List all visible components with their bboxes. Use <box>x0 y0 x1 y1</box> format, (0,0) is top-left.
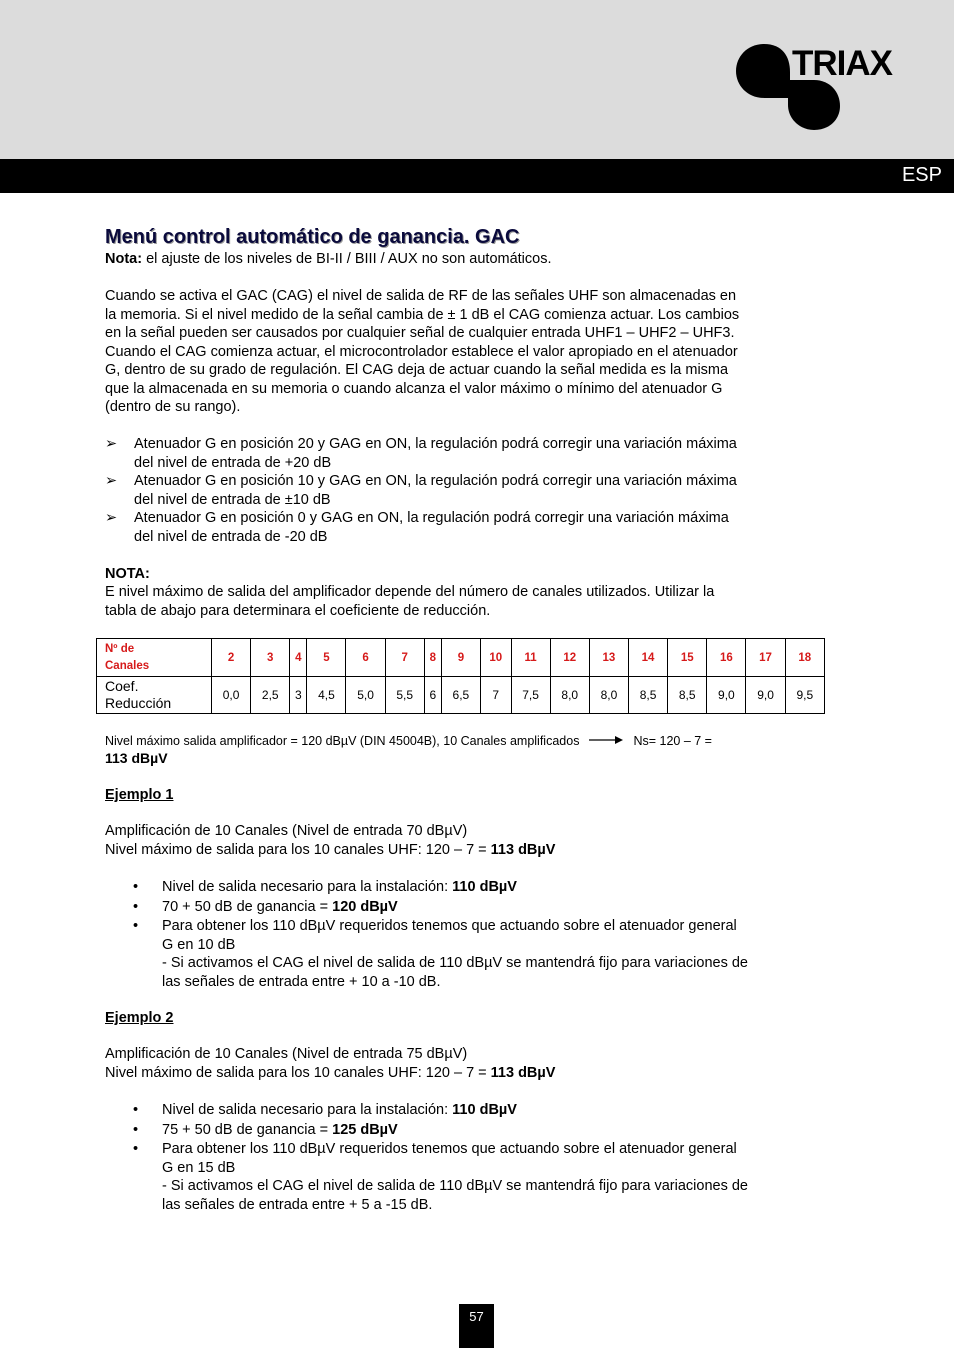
table-cell: 14 <box>628 639 667 677</box>
formula-bold: 113 dBµV <box>105 750 168 767</box>
list-item: • 75 + 50 dB de ganancia = 125 dBµV <box>105 1121 825 1141</box>
page-number: 57 <box>459 1304 494 1348</box>
table-cell: 17 <box>746 639 785 677</box>
note-text: el ajuste de los niveles de BI-II / BIII / AUX no son automáticos. <box>142 251 552 267</box>
intro-paragraph <box>105 287 825 417</box>
table-cell: 9,0 <box>707 677 746 714</box>
table-cell: 4 <box>290 639 307 677</box>
intro-line: Cuando el CAG comienza actuar, el microcontrolador establece el valor apropiado en el atenuador <box>105 343 738 360</box>
attenuator-list <box>105 435 825 546</box>
table-cell: 9,5 <box>785 677 824 714</box>
table-cell: 4,5 <box>307 677 346 714</box>
example-1-list <box>105 878 825 991</box>
bullet-icon: • <box>133 879 139 895</box>
table-cell: 8,0 <box>550 677 589 714</box>
examples-content <box>105 786 825 1214</box>
table-cell: 13 <box>589 639 628 677</box>
nota-label: NOTA: <box>105 565 150 582</box>
table-cell: 7 <box>480 677 511 714</box>
table-cell: 6,5 <box>441 677 480 714</box>
list-item: • Nivel de salida necesario para la instalación: 110 dBµV <box>105 1101 825 1121</box>
formula-line <box>105 733 825 767</box>
note-label: Nota: <box>105 251 143 267</box>
table-cell: 15 <box>668 639 707 677</box>
list-item: • Para obtener los 110 dBµV requeridos tenemos que actuando sobre el atenuador general G en 10 dB - Si activamos el CAG el nivel de salida de 110 dBµV se mantendrá fijo para variaciones de las señales de entrada entre + 10 a -10 dB. <box>133 918 748 990</box>
table-cell: 8,5 <box>668 677 707 714</box>
list-item: ➢ Atenuador G en posición 0 y GAG en ON, la regulación podrá corregir una variación máxima del nivel de entrada de -20 dB <box>105 510 729 545</box>
list-item: • Para obtener los 110 dBµV requeridos tenemos que actuando sobre el atenuador general G en 15 dB - Si activamos el CAG el nivel de salida de 110 dBµV se mantendrá fijo para variaciones de las señales de entrada entre + 5 a -15 dB. <box>133 1141 748 1213</box>
formula-result: Ns= 120 – 7 = <box>633 734 712 748</box>
arrowhead-bullet-icon: ➢ <box>105 510 118 526</box>
logo-text: TRIAX <box>792 44 892 83</box>
list-item: ➢ Atenuador G en posición 10 y GAG en ON, la regulación podrá corregir una variación máxima del nivel de entrada de ±10 dB <box>105 473 737 508</box>
table-cell: 2,5 <box>251 677 290 714</box>
table-cell: 5,5 <box>385 677 424 714</box>
table-cell: 6 <box>424 677 441 714</box>
page-title: Menú control automático de ganancia. GAC <box>105 226 520 248</box>
bullet-icon: • <box>133 898 139 915</box>
example-1-text: Amplificación de 10 Canales (Nivel de entrada 70 dBµV) Nivel máximo de salida para los 10 canales UHF: 120 – 7 = 113 dBµV <box>105 823 556 858</box>
table-row <box>97 639 825 677</box>
table-cell: 3 <box>290 677 307 714</box>
formula-text: Nivel máximo salida amplificador = 120 dBµV (DIN 45004B), 10 Canales amplificados <box>105 734 580 748</box>
list-item: • Nivel de salida necesario para la instalación: 110 dBµV <box>105 878 825 898</box>
example-2-list <box>105 1101 825 1214</box>
table-cell: 7,5 <box>511 677 550 714</box>
table-cell: 9 <box>441 639 480 677</box>
table-cell: 11 <box>511 639 550 677</box>
table-cell: 7 <box>385 639 424 677</box>
table-cell: 5,0 <box>346 677 385 714</box>
language-label: ESP <box>901 164 942 186</box>
list-item: ➢ Atenuador G en posición 20 y GAG en ON, la regulación podrá corregir una variación máxima del nivel de entrada de +20 dB <box>105 436 737 471</box>
intro-line: Cuando se activa el GAC (CAG) el nivel de salida de RF de las señales UHF son almacenadas en <box>105 288 737 304</box>
bullet-icon: • <box>133 918 139 934</box>
table-cell: 5 <box>307 639 346 677</box>
table-header-cell: Coef. Reducción <box>97 677 212 714</box>
table-cell: 0,0 <box>212 677 251 714</box>
table-cell: 10 <box>480 639 511 677</box>
table-cell: 3 <box>251 639 290 677</box>
list-item: • 70 + 50 dB de ganancia = 120 dBµV <box>105 898 825 918</box>
table-cell: 16 <box>707 639 746 677</box>
note-paragraph <box>105 250 825 269</box>
table-cell: 18 <box>785 639 824 677</box>
table-cell: 9,0 <box>746 677 785 714</box>
table-cell: 2 <box>212 639 251 677</box>
nota-paragraph: NOTA: E nivel máximo de salida del amplificador depende del número de canales utilizados. Utilizar la tabla de abajo para determinara el coeficiente de reducción. <box>105 565 825 621</box>
intro-line: (dentro de su rango). <box>105 399 241 415</box>
arrowhead-bullet-icon: ➢ <box>105 436 118 452</box>
intro-line: la memoria. Si el nivel medido de la señal cambia de ± 1 dB el CAG comienza actuar. Los cambios <box>105 306 740 323</box>
language-bar <box>0 159 954 193</box>
table-header-cell: Nº de Canales <box>97 639 212 677</box>
bullet-icon: • <box>133 1102 139 1118</box>
example-1-title: Ejemplo 1 <box>105 787 174 803</box>
table-row <box>97 677 825 714</box>
example-2-title: Ejemplo 2 <box>105 1010 174 1026</box>
main-content <box>105 224 825 620</box>
intro-line: G, dentro de su grado de regulación. El CAG deja de actuar cuando la señal medida es la misma <box>105 362 729 378</box>
intro-line: en la señal pueden ser causados por cualquier señal de cualquier entrada UHF1 – UHF2 – UHF3. <box>105 325 735 341</box>
reduction-table <box>96 638 825 714</box>
bullet-icon: • <box>133 1141 139 1157</box>
example-2-text: Amplificación de 10 Canales (Nivel de entrada 75 dBµV) Nivel máximo de salida para los 10 canales UHF: 120 – 7 = 113 dBµV <box>105 1046 556 1081</box>
intro-line: que la almacenada en su memoria o cuando alcanza el valor máximo o mínimo del atenuador G <box>105 380 723 397</box>
table-cell: 6 <box>346 639 385 677</box>
arrowhead-bullet-icon: ➢ <box>105 473 118 489</box>
triax-logo <box>734 42 910 137</box>
table-cell: 12 <box>550 639 589 677</box>
table-cell: 8 <box>424 639 441 677</box>
right-arrow-icon <box>589 733 623 750</box>
table-cell: 8,0 <box>589 677 628 714</box>
bullet-icon: • <box>133 1121 139 1138</box>
table-cell: 8,5 <box>628 677 667 714</box>
